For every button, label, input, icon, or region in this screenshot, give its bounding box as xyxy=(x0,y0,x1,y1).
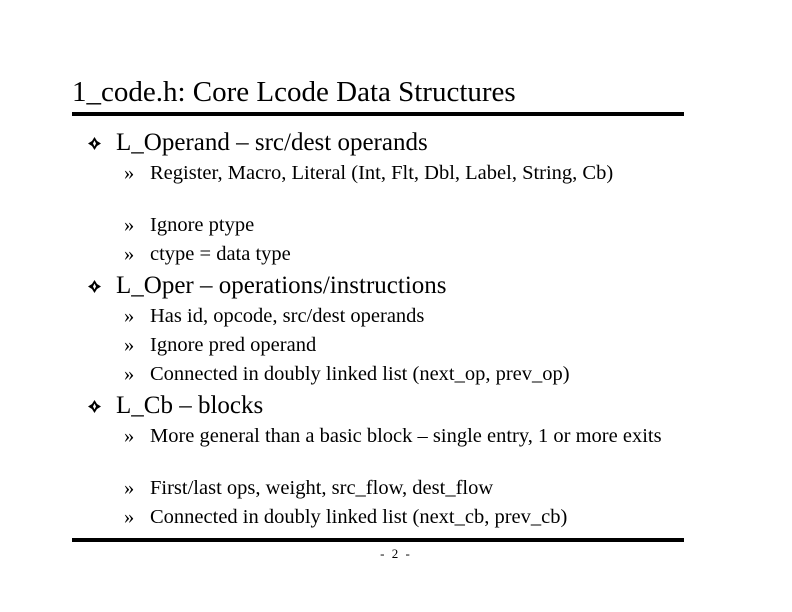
sub-bullet-text: Connected in doubly linked list (next_op, prev_op) xyxy=(150,363,570,385)
bullet-text: L_Cb – blocks xyxy=(116,392,264,419)
slide-title: 1_code.h: Core Lcode Data Structures xyxy=(72,76,516,108)
page-number: - 2 - xyxy=(380,546,412,561)
sub-bullet-marker: » xyxy=(124,305,135,327)
diamond-bullet-icon xyxy=(88,137,101,150)
sub-bullet-marker: » xyxy=(124,243,135,265)
sub-bullet-marker: » xyxy=(124,477,135,499)
sub-bullet-marker: » xyxy=(124,363,135,385)
sub-bullet-text: Connected in doubly linked list (next_cb, prev_cb) xyxy=(150,506,568,528)
diamond-bullet-icon xyxy=(88,280,101,293)
sub-bullet-marker: » xyxy=(124,162,135,184)
sub-bullet-text: Ignore pred operand xyxy=(150,334,317,356)
sub-bullet-text: Has id, opcode, src/dest operands xyxy=(150,305,425,327)
diamond-bullet-icon xyxy=(88,400,101,413)
sub-bullet-text: More general than a basic block – single entry, 1 or more exits xyxy=(150,425,662,447)
sub-bullet-marker: » xyxy=(124,214,135,236)
sub-bullet-marker: » xyxy=(124,506,135,528)
sub-bullet-marker: » xyxy=(124,334,135,356)
sub-bullet-text: Register, Macro, Literal (Int, Flt, Dbl, Label, String, Cb) xyxy=(150,162,614,184)
footer-divider xyxy=(72,538,684,542)
sub-bullet-marker: » xyxy=(124,425,135,447)
bullet-text: L_Oper – operations/instructions xyxy=(116,272,447,299)
sub-bullet-text: Ignore ptype xyxy=(150,214,255,236)
sub-bullet-text: ctype = data type xyxy=(150,243,291,265)
bullet-text: L_Operand – src/dest operands xyxy=(116,129,428,156)
title-divider xyxy=(72,112,684,116)
sub-bullet-text: First/last ops, weight, src_flow, dest_flow xyxy=(150,477,494,499)
